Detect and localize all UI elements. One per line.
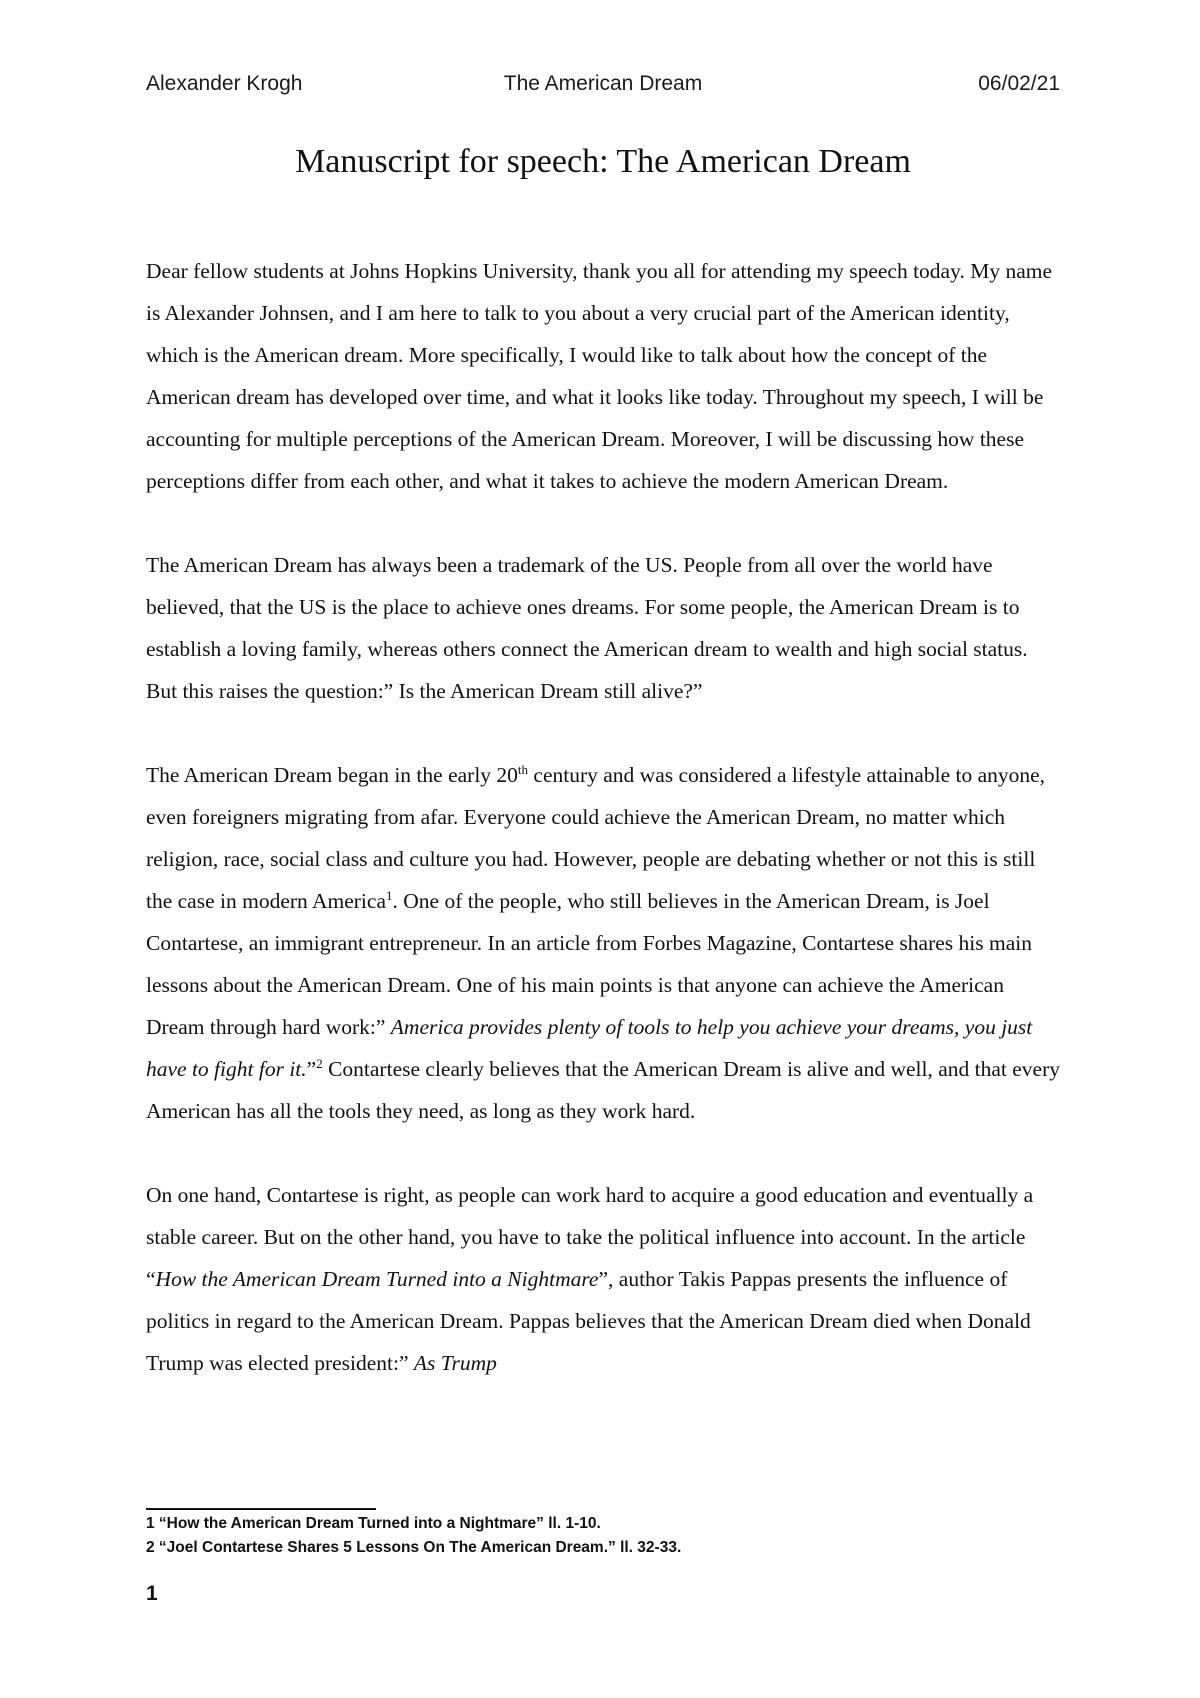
text-segment: On one hand, Contartese is right, as people can work hard to acquire a good education and eventually a stable career. But on the other hand, you have to take the political influence into account. In the article “ [146,1183,1034,1291]
paragraph-history [146,754,1060,1132]
text-segment: The American Dream began in the early 20 [146,763,518,787]
header-date: 06/02/21 [978,72,1060,95]
footnote-ref-1[interactable]: 1 [386,887,393,903]
document-body [146,250,1060,1384]
text-segment: Contartese clearly believes that the American Dream is alive and well, and that every American has all the tools they need, as long as they work hard. [146,1057,1060,1123]
footnote-ref-2[interactable]: 2 [316,1055,323,1071]
document-title: Manuscript for speech: The American Dream [295,143,911,180]
text-segment: century and was considered a lifestyle attainable to anyone, even foreigners migrating from afar. Everyone could achieve the American Dream, no matter which religion, race, social class and culture you had. However, people are debating whether or not this is still the case in modern America [146,763,1046,913]
page-number: 1 [146,1582,158,1605]
header-title: The American Dream [503,72,703,95]
superscript-th: th [517,761,529,777]
footnote-1: 1 “How the American Dream Turned into a Nightmare” ll. 1-10. [146,1515,601,1532]
text-segment: ”, author Takis Pappas presents the influence of politics in regard to the American Dream. Pappas believes that the American Dream died when Donald Trump was elected president:” [146,1267,1031,1375]
contartese-quote: America provides plenty of tools to help you achieve your dreams, you just have to fight for it. [146,1015,1033,1081]
text-segment: ” [306,1057,317,1081]
paragraph-intro: Dear fellow students at Johns Hopkins University, thank you all for attending my speech today. My name is Alexander Johnsen, and I am here to talk to you about a very crucial part of the American identity, which is the American dream. More specifically, I would like to talk about how the concept of the American dream has developed over time, and what it looks like today. Throughout my speech, I will be accounting for multiple perceptions of the American Dream. Moreover, I will be discussing how these perceptions differ from each other, and what it takes to achieve the modern American Dream. [146,259,1053,493]
footnote-2: 2 “Joel Contartese Shares 5 Lessons On The American Dream.” ll. 32-33. [146,1539,682,1556]
pappas-quote: As Trump [413,1351,497,1375]
text-segment: . One of the people, who still believes in the American Dream, is Joel Contartese, an immigrant entrepreneur. In an article from Forbes Magazine, Contartese shares his main lessons about the American Dream. One of his main points is that anyone can achieve the American Dream through hard work:” [146,889,1032,1039]
paragraph-politics [146,1174,1060,1384]
header-author: Alexander Krogh [146,72,303,95]
article-title: How the American Dream Turned into a Nightmare [155,1267,599,1291]
paragraph-trademark: The American Dream has always been a trademark of the US. People from all over the world have believed, that the US is the place to achieve ones dreams. For some people, the American Dream is to establish a loving family, whereas others connect the American dream to wealth and high social status. But this raises the question:” Is the American Dream still alive?” [146,553,1028,703]
footnotes [146,1512,1060,1560]
footnote-separator [146,1508,376,1510]
page-header [146,72,1060,106]
